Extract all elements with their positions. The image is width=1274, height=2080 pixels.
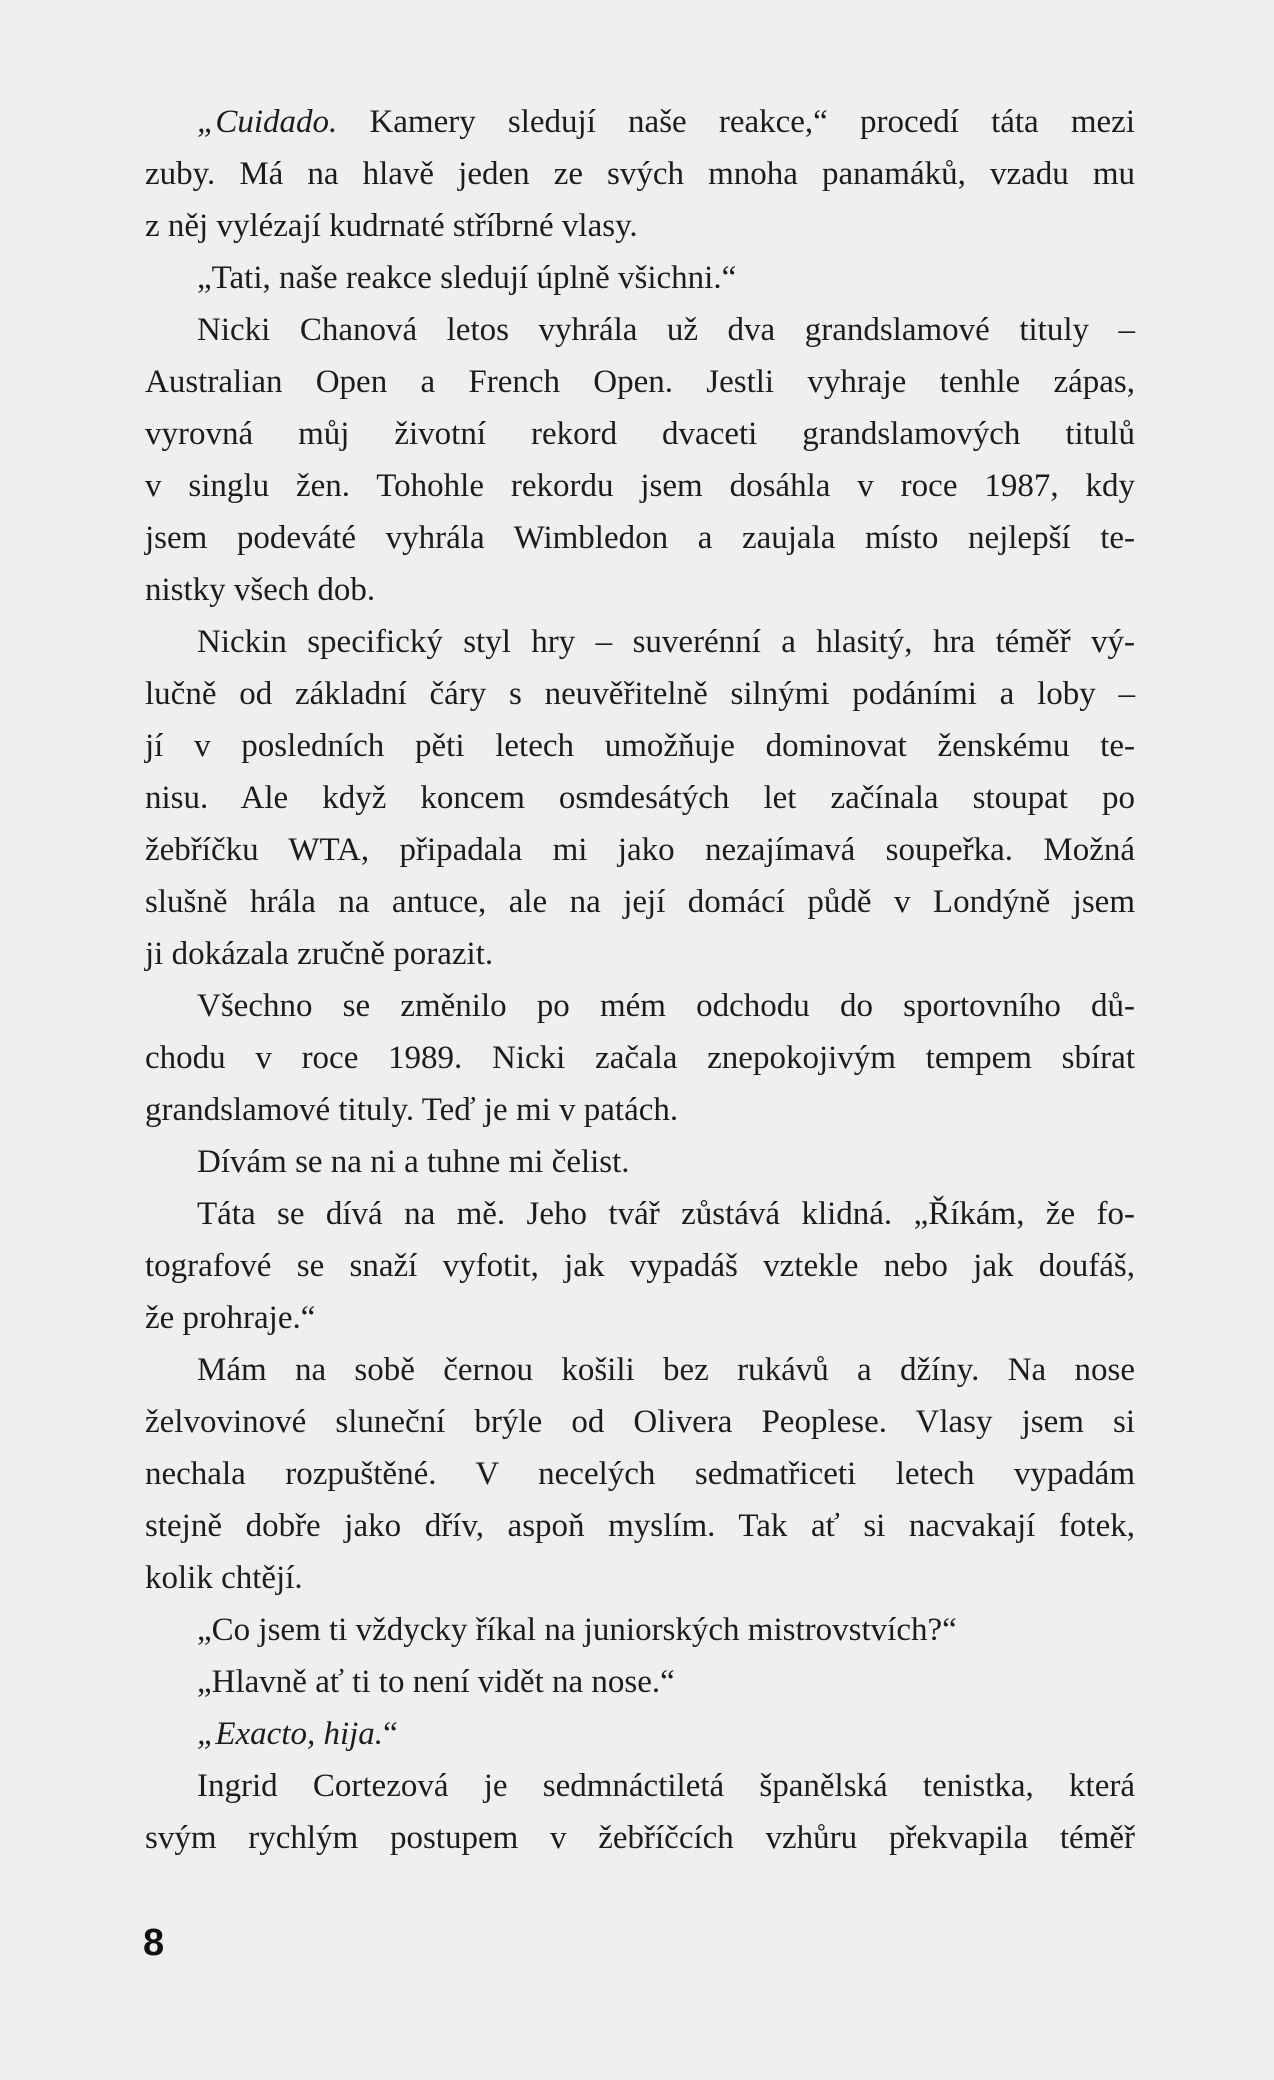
text-line: nechala rozpuštěné. V necelých sedmatřiceti letech vypadám bbox=[145, 1456, 1135, 1492]
text-line: že prohraje.“ bbox=[145, 1300, 316, 1336]
italic-phrase: „Cuidado. bbox=[197, 104, 338, 140]
text-line: Ingrid Cortezová je sedmnáctiletá španělská tenistka, která bbox=[197, 1768, 1135, 1804]
text-line: Dívám se na ni a tuhne mi čelist. bbox=[197, 1144, 630, 1180]
text-line: Australian Open a French Open. Jestli vyhraje tenhle zápas, bbox=[145, 364, 1135, 400]
text-line: stejně dobře jako dřív, aspoň myslím. Tak ať si nacvakají fotek, bbox=[145, 1508, 1135, 1544]
text-line: Mám na sobě černou košili bez rukávů a džíny. Na nose bbox=[197, 1352, 1135, 1388]
text-line: svým rychlým postupem v žebříčcích vzhůru překvapila téměř bbox=[145, 1820, 1135, 1856]
text-line: chodu v roce 1989. Nicki začala znepokojivým tempem sbírat bbox=[145, 1040, 1135, 1076]
text-line: Nickin specifický styl hry – suverénní a hlasitý, hra téměř vý- bbox=[197, 624, 1135, 660]
text-line: z něj vylézají kudrnaté stříbrné vlasy. bbox=[145, 208, 638, 244]
text-line: Táta se dívá na mě. Jeho tvář zůstává klidná. „Říkám, že fo- bbox=[197, 1196, 1135, 1232]
text-line: Všechno se změnilo po mém odchodu do sportovního dů- bbox=[197, 988, 1135, 1024]
text-line: tografové se snaží vyfotit, jak vypadáš vztekle nebo jak doufáš, bbox=[145, 1248, 1135, 1284]
text-line: jsem podeváté vyhrála Wimbledon a zaujala místo nejlepší te- bbox=[145, 520, 1135, 556]
text-line bbox=[145, 96, 1135, 148]
text-line: jí v posledních pěti letech umožňuje dominovat ženskému te- bbox=[145, 728, 1135, 764]
text-line: lučně od základní čáry s neuvěřitelně silnými podáními a loby – bbox=[145, 676, 1135, 712]
body-text bbox=[145, 96, 1135, 1864]
text-line: grandslamové tituly. Teď je mi v patách. bbox=[145, 1092, 679, 1128]
text-line: v singlu žen. Tohohle rekordu jsem dosáhla v roce 1987, kdy bbox=[145, 468, 1135, 504]
text-line: žebříčku WTA, připadala mi jako nezajímavá soupeřka. Možná bbox=[145, 832, 1135, 868]
text-line: slušně hrála na antuce, ale na její domácí půdě v Londýně jsem bbox=[145, 884, 1135, 920]
italic-phrase: „Exacto, hija. bbox=[197, 1716, 384, 1752]
text-line: ji dokázala zručně porazit. bbox=[145, 936, 494, 972]
text-line: vyrovná můj životní rekord dvaceti grandslamových titulů bbox=[145, 416, 1135, 452]
line-rest: “ bbox=[383, 1716, 398, 1752]
text-line: nistky všech dob. bbox=[145, 572, 376, 608]
text-line: „Hlavně ať ti to není vidět na nose.“ bbox=[197, 1664, 675, 1700]
text-line: Nicki Chanová letos vyhrála už dva grandslamové tituly – bbox=[197, 312, 1135, 348]
text-line: nisu. Ale když koncem osmdesátých let začínala stoupat po bbox=[145, 780, 1135, 816]
text-line: „Co jsem ti vždycky říkal na juniorských mistrovstvích?“ bbox=[197, 1612, 957, 1648]
text-line: kolik chtějí. bbox=[145, 1560, 303, 1596]
text-line: želvovinové sluneční brýle od Olivera Peoplese. Vlasy jsem si bbox=[145, 1404, 1135, 1440]
page-number: 8 bbox=[143, 1922, 165, 1964]
text-line: „Tati, naše reakce sledují úplně všichni.“ bbox=[197, 260, 737, 296]
text-line: zuby. Má na hlavě jeden ze svých mnoha panamáků, vzadu mu bbox=[145, 156, 1135, 192]
line-rest: Kamery sledují naše reakce,“ procedí táta mezi bbox=[337, 104, 1135, 140]
text-line bbox=[145, 1708, 1135, 1760]
